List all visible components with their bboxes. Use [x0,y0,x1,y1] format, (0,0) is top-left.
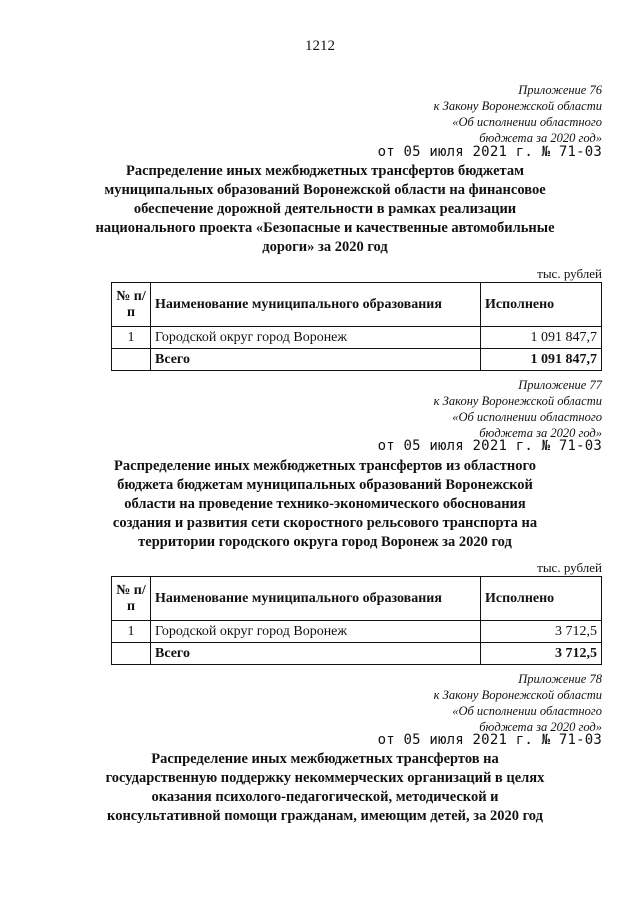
appendix-78-law-line-2: «Об исполнении областного [452,704,602,718]
appendix-77-law-line-2: «Об исполнении областного [452,410,602,424]
table-row [112,327,602,349]
appendix-76-header [342,82,602,146]
row-name: Городской округ город Воронеж [151,327,481,349]
appendix-77-date: от 05 июля 2021 г. № 71-03 [377,438,602,454]
section-77-title: Распределение иных межбюджетных трансфертов из областного бюджета бюджетам муниципальных образований Воронежской области на проведение технико-экономического обоснования создания и развития сети скоростного рельсового транспорта на территории городского округа город Воронеж за 2020 год [112,458,538,550]
section-76-title: Распределение иных межбюджетных трансфертов бюджетам муниципальных образований Воронежской области на финансовое обеспечение дорожной деятельности в рамках реализации национального проекта «Безопасные и качественные автомобильные дороги» за 2020 год [95,163,555,255]
appendix-78-law-line-1: к Закону Воронежской области [433,688,602,702]
table-row [112,621,602,643]
section-77-table [111,576,602,665]
header-num: № п/п [112,283,151,327]
total-num [112,643,151,665]
total-value: 1 091 847,7 [481,349,602,371]
row-name: Городской округ город Воронеж [151,621,481,643]
header-name: Наименование муниципального образования [151,283,481,327]
section-78-title: Распределение иных межбюджетных трансфертов на государственную поддержку некоммерческих организаций в целях оказания психолого-педагогической, методической и консультативной помощи гражданам, имеющим детей, за 2020 год [105,751,545,824]
total-num [112,349,151,371]
header-value: Исполнено [481,577,602,621]
header-num: № п/п [112,577,151,621]
row-value: 1 091 847,7 [481,327,602,349]
row-value: 3 712,5 [481,621,602,643]
appendix-77-law-line-3: бюджета за 2020 год» [479,426,602,440]
total-label: Всего [151,643,481,665]
table-total-row [112,643,602,665]
appendix-76-law-line-3: бюджета за 2020 год» [479,131,602,145]
header-name: Наименование муниципального образования [151,577,481,621]
header-value: Исполнено [481,283,602,327]
table-header-row [112,283,602,327]
appendix-76-date: от 05 июля 2021 г. № 71-03 [377,144,602,160]
appendix-78-header [342,671,602,735]
row-num: 1 [112,327,151,349]
section-76-table [111,282,602,371]
appendix-76-title: Приложение 76 [518,83,602,97]
total-label: Всего [151,349,481,371]
total-value: 3 712,5 [481,643,602,665]
table-total-row [112,349,602,371]
appendix-78-title: Приложение 78 [518,672,602,686]
table-header-row [112,577,602,621]
section-76-unit: тыс. рублей [537,266,602,281]
appendix-77-title: Приложение 77 [518,378,602,392]
appendix-76-law-line-1: к Закону Воронежской области [433,99,602,113]
page-number: 1212 [305,38,335,54]
row-num: 1 [112,621,151,643]
appendix-76-law-line-2: «Об исполнении областного [452,115,602,129]
section-77-unit: тыс. рублей [537,560,602,575]
appendix-77-header [342,377,602,441]
appendix-77-law-line-1: к Закону Воронежской области [433,394,602,408]
appendix-78-date: от 05 июля 2021 г. № 71-03 [377,732,602,748]
appendix-78-law-line-3: бюджета за 2020 год» [479,720,602,734]
